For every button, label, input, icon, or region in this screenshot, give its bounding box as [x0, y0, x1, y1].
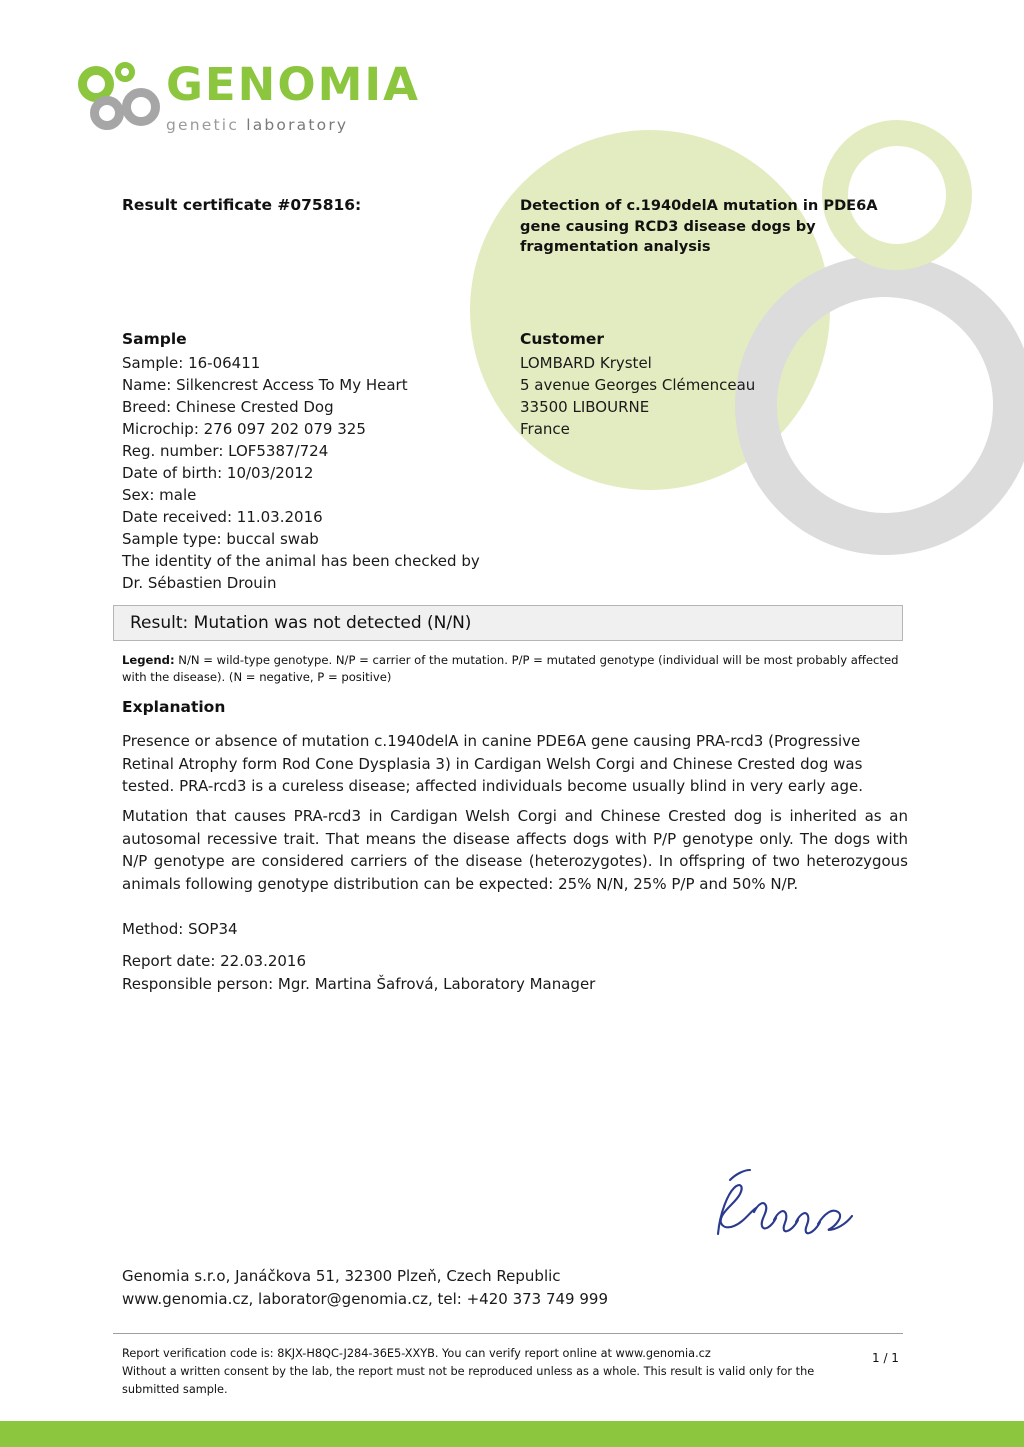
explanation-heading: Explanation [122, 698, 226, 716]
logo-tagline-part-1: genetic [166, 116, 240, 134]
certificate-title-row [122, 196, 912, 258]
logo-wordmark: GENOMIA [166, 58, 420, 111]
customer-line: 5 avenue Georges Clémenceau [520, 376, 756, 395]
legend-label: Legend: [122, 653, 175, 667]
sample-line: Sample type: buccal swab [122, 530, 319, 549]
sample-line: Reg. number: LOF5387/724 [122, 442, 329, 461]
page-number: 1 / 1 [872, 1351, 899, 1365]
customer-line: France [520, 420, 570, 439]
footer-note [122, 1345, 862, 1399]
footer-divider [113, 1333, 903, 1334]
sample-line: Date received: 11.03.2016 [122, 508, 323, 527]
explanation-paragraph-2: Mutation that causes PRA-rcd3 in Cardigan Welsh Corgi and Chinese Crested dog is inherited as an autosomal recessive trait. That means the disease affects dogs with P/P genotype only. The dogs with N/P genotype are considered carriers of the disease (heterozygotes). In offspring of two heterozygous animals following genotype distribution can be expected: 25% N/N, 25% P/P and 50% N/P. [122, 807, 908, 893]
sample-line: Microchip: 276 097 202 079 325 [122, 420, 366, 439]
customer-block [520, 330, 912, 595]
info-blocks [122, 330, 912, 595]
sample-line: The identity of the animal has been checked by [122, 552, 480, 571]
signature-image [700, 1168, 860, 1262]
sample-block [122, 330, 520, 595]
footer-address [122, 1265, 608, 1310]
result-text: Result: Mutation was not detected (N/N) [130, 613, 472, 633]
reproduction-notice-line: Without a written consent by the lab, the report must not be reproduced unless as a whole. This result is valid only for the submitted sample. [122, 1365, 815, 1397]
legend [122, 652, 904, 686]
explanation-paragraph-1: Presence or absence of mutation c.1940delA in canine PDE6A gene causing PRA-rcd3 (Progressive Retinal Atrophy form Rod Cone Dysplasia 3) in Cardigan Welsh Corgi and Chinese Crested dog was tested. PRA-rcd3 is a cureless disease; affected individuals become usually blind in very early age. [122, 732, 864, 795]
responsible-person: Responsible person: Mgr. Martina Šafrová, Laboratory Manager [122, 974, 596, 993]
customer-heading: Customer [520, 330, 605, 348]
logo-tagline [166, 116, 420, 134]
sample-line: Name: Silkencrest Access To My Heart [122, 376, 408, 395]
result-banner [113, 605, 903, 641]
certificate-test-name: Detection of c.1940delA mutation in PDE6A gene causing RCD3 disease dogs by fragmentation analysis [520, 197, 878, 256]
sample-heading: Sample [122, 330, 187, 348]
genomia-logo-icon [78, 62, 160, 134]
report-meta [122, 950, 908, 995]
customer-line: 33500 LIBOURNE [520, 398, 650, 417]
customer-line: LOMBARD Krystel [520, 354, 652, 372]
footer-address-line-2: www.genomia.cz, laborator@genomia.cz, tel: +420 373 749 999 [122, 1289, 608, 1308]
legend-text: N/N = wild-type genotype. N/P = carrier of the mutation. P/P = mutated genotype (individual will be most probably affected with the disease). (N = negative, P = positive) [122, 653, 899, 684]
certificate-number: Result certificate #075816: [122, 196, 362, 214]
brand-header [78, 58, 420, 134]
logo-tagline-part-2: laboratory [246, 116, 349, 134]
logo-text [166, 58, 420, 134]
logo [78, 58, 420, 134]
sample-line: Sex: male [122, 486, 197, 505]
footer-address-line-1: Genomia s.r.o, Janáčkova 51, 32300 Plzeň, Czech Republic [122, 1267, 561, 1285]
bottom-green-bar [0, 1421, 1024, 1447]
method-line: Method: SOP34 [122, 920, 238, 938]
report-date: Report date: 22.03.2016 [122, 952, 307, 970]
sample-line: Breed: Chinese Crested Dog [122, 398, 334, 417]
sample-line: Date of birth: 10/03/2012 [122, 464, 314, 483]
sample-line: Sample: 16-06411 [122, 354, 261, 372]
verification-code-line: Report verification code is: 8KJX-H8QC-J284-36E5-XXYB. You can verify report online at www.genomia.cz [122, 1347, 711, 1360]
sample-line: Dr. Sébastien Drouin [122, 574, 277, 593]
